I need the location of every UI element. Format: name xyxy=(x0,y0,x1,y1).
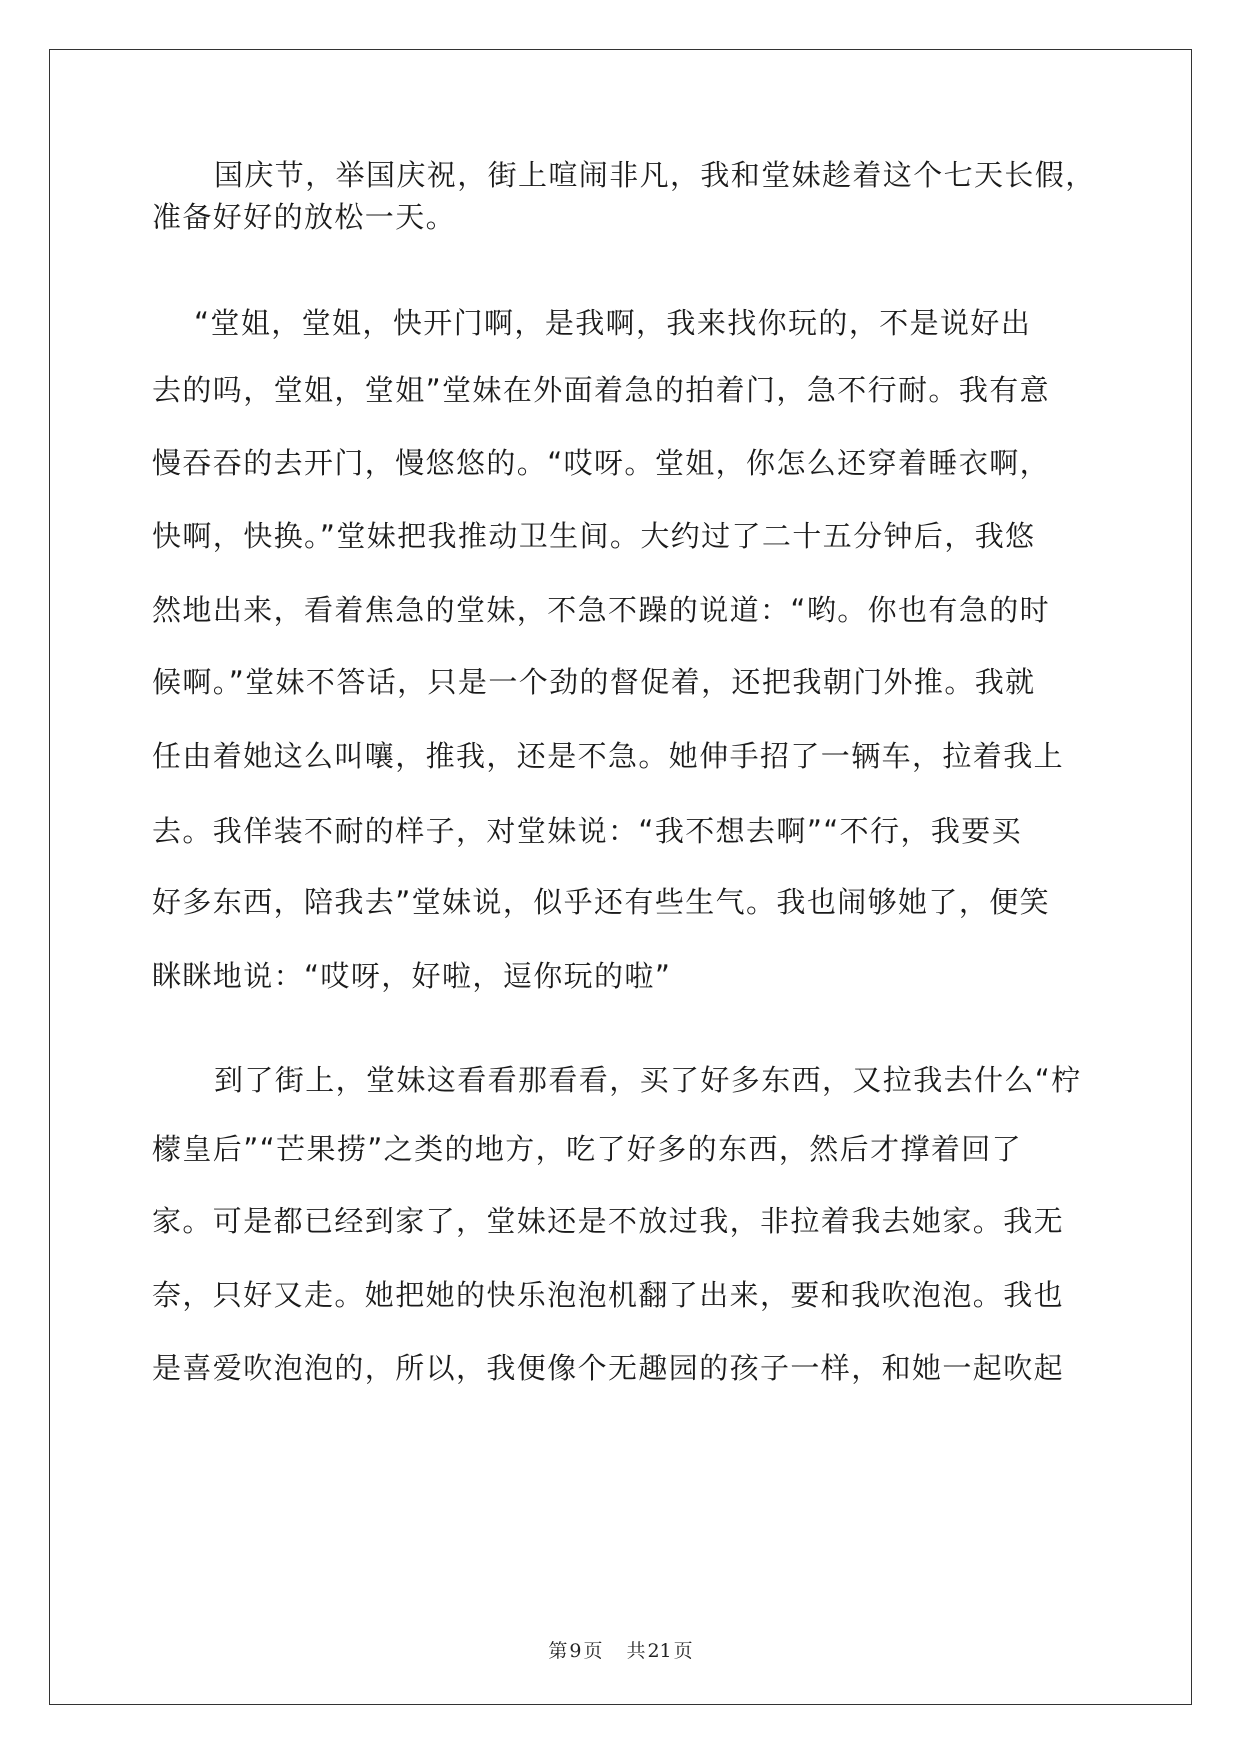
total-pages-prefix: 共 xyxy=(626,1640,646,1662)
text-line: 家。可是都已经到家了，堂妹还是不放过我，非拉着我去她家。我无 xyxy=(152,1204,1065,1238)
text-line: 好多东西，陪我去”堂妹说，似乎还有些生气。我也闹够她了，便笑 xyxy=(152,885,1051,919)
text-line: 快啊，快换。”堂妹把我推动卫生间。大约过了二十五分钟后，我悠 xyxy=(152,519,1036,553)
text-line: 是喜爱吹泡泡的，所以，我便像个无趣园的孩子一样，和她一起吹起 xyxy=(152,1351,1065,1385)
text-line: 檬皇后”“芒果捞”之类的地方，吃了好多的东西，然后才撑着回了 xyxy=(152,1132,1023,1166)
text-line: 候啊。”堂妹不答话，只是一个劲的督促着，还把我朝门外推。我就 xyxy=(152,665,1036,699)
page-number: 9 xyxy=(569,1640,582,1662)
page-number-unit: 页 xyxy=(583,1640,603,1662)
text-line: 任由着她这么叫嚷，推我，还是不急。她伸手招了一辆车，拉着我上 xyxy=(152,739,1065,773)
text-line: 到了街上，堂妹这看看那看看，买了好多东西，又拉我去什么“柠 xyxy=(214,1063,1082,1097)
total-pages-unit: 页 xyxy=(673,1640,693,1662)
text-line: 然地出来，看着焦急的堂妹，不急不躁的说道：“哟。你也有急的时 xyxy=(152,593,1051,627)
text-line: 奈，只好又走。她把她的快乐泡泡机翻了出来，要和我吹泡泡。我也 xyxy=(152,1278,1065,1312)
text-line: “堂姐，堂姐，快开门啊，是我啊，我来找你玩的，不是说好出 xyxy=(194,306,1032,340)
text-line: 眯眯地说：“哎呀，好啦，逗你玩的啦” xyxy=(152,959,672,993)
text-line: 准备好好的放松一天。 xyxy=(152,200,457,234)
page-number-prefix: 第 xyxy=(548,1640,568,1662)
page-footer xyxy=(0,1636,1241,1663)
text-line: 慢吞吞的去开门，慢悠悠的。“哎呀。堂姐，你怎么还穿着睡衣啊， xyxy=(152,446,1051,480)
text-line: 去的吗，堂姐，堂姐”堂妹在外面着急的拍着门，急不行耐。我有意 xyxy=(152,373,1051,407)
total-pages: 21 xyxy=(647,1640,672,1662)
text-line: 去。我佯装不耐的样子，对堂妹说：“我不想去啊”“不行，我要买 xyxy=(152,814,1023,848)
page-border xyxy=(49,49,1192,1705)
text-line: 国庆节，举国庆祝，街上喧闹非凡，我和堂妹趁着这个七天长假， xyxy=(214,158,1096,192)
